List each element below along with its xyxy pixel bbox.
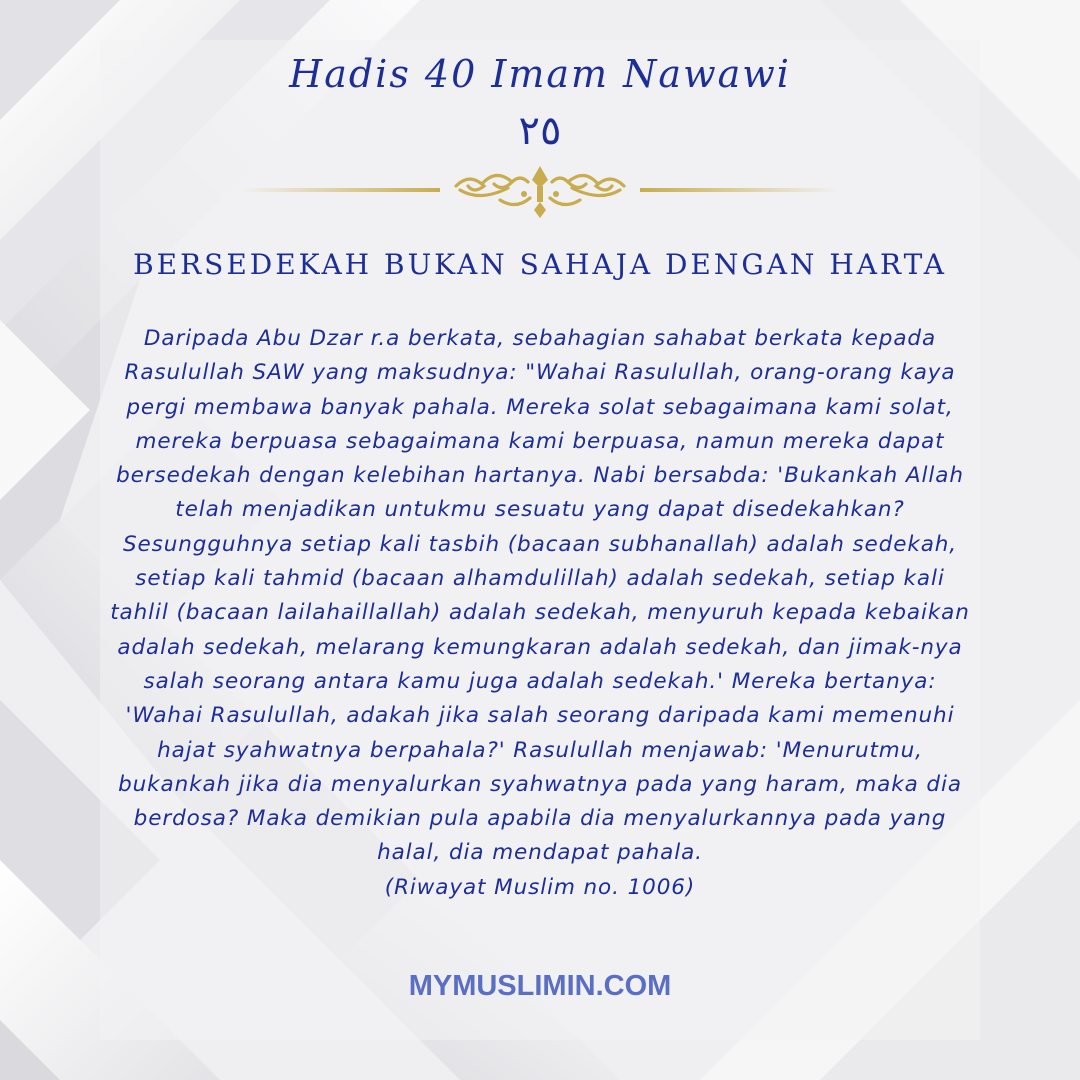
hadith-number: ٢٥	[518, 108, 562, 154]
website-footer: MYMUSLIMIN.COM	[408, 970, 672, 1002]
hadith-heading: BERSEDEKAH BUKAN SAHAJA DENGAN HARTA	[133, 248, 947, 281]
page-title: Hadis 40 Imam Nawawi	[289, 52, 791, 96]
hadith-body: Daripada Abu Dzar r.a berkata, sebahagian sahabat berkata kepada Rasulullah SAW yang maksudnya: "Wahai Rasulullah, orang-orang kaya pergi membawa banyak pahala. Mereka solat sebagaimana kami solat, mereka berpuasa sebagaimana kami berpuasa, namun mereka dapat bersedekah dengan kelebihan hartanya. Nabi bersabda: 'Bukankah Allah telah menjadikan untukmu sesuatu yang dapat disedekahkan? Sesungguhnya setiap kali tasbih (bacaan subhanallah) adalah sedekah, setiap kali tahmid (bacaan alhamdulillah) adalah sedekah, setiap kali tahlil (bacaan lailahaillallah) adalah sedekah, menyuruh kepada kebaikan adalah sedekah, melarang kemungkaran adalah sedekah, dan jimak-nya salah seorang antara kamu juga adalah sedekah.' Mereka bertanya: 'Wahai Rasulullah, adakah jika salah seorang daripada kami memenuhi hajat syahwatnya berpahala?' Rasulullah menjawab: 'Menurutmu, bukankah jika dia menyalurkan syahwatnya pada yang haram, maka dia berdosa? Maka demikian pula apabila dia menyalurkannya pada yang halal, dia mendapat pahala.	[110, 326, 970, 866]
hadith-source: (Riwayat Muslim no. 1006)	[384, 874, 696, 900]
gold-ornament-divider-icon	[230, 160, 850, 220]
hadith-text	[110, 322, 970, 905]
